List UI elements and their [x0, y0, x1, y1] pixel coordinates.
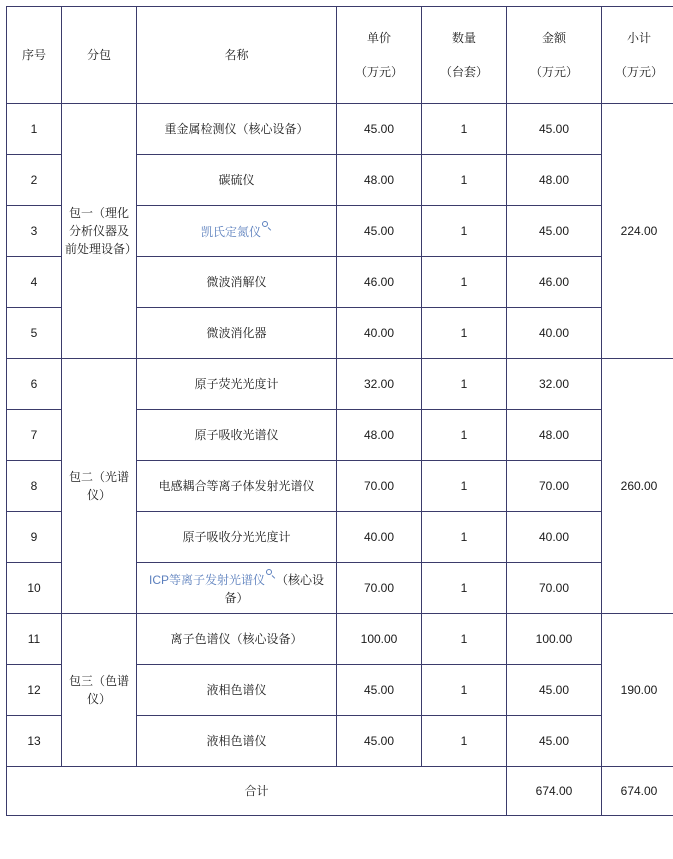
name-text: 液相色谱仪: [206, 734, 267, 748]
header-name: 名称: [137, 7, 337, 104]
header-quantity-line2: （台套）: [439, 65, 488, 79]
cell-price: 40.00: [337, 308, 422, 359]
cell-price: 70.00: [337, 461, 422, 512]
name-text: 原子吸收分光光度计: [182, 530, 291, 544]
cell-price: 100.00: [337, 614, 422, 665]
cell-amount: 46.00: [507, 257, 602, 308]
cell-price: 45.00: [337, 104, 422, 155]
total-row: [7, 767, 673, 816]
name-text: 重金属检测仪（核心设备）: [164, 122, 309, 136]
table-body: [7, 104, 673, 816]
header-quantity-line1: 数量: [451, 31, 476, 45]
header-unit-price: [337, 7, 422, 104]
cell-qty: 1: [422, 104, 507, 155]
name-text: 微波消化器: [206, 326, 267, 340]
table-row: [7, 359, 673, 410]
cell-name: [137, 155, 337, 206]
cell-amount: 70.00: [507, 461, 602, 512]
cell-amount: 45.00: [507, 104, 602, 155]
cell-amount: 100.00: [507, 614, 602, 665]
cell-qty: 1: [422, 665, 507, 716]
cell-package: 包二（光谱仪）: [62, 359, 137, 614]
cell-qty: 1: [422, 512, 507, 563]
cell-amount: 32.00: [507, 359, 602, 410]
cell-seq: 10: [7, 563, 62, 614]
cell-name: [137, 716, 337, 767]
cell-seq: 8: [7, 461, 62, 512]
cell-price: 45.00: [337, 665, 422, 716]
cell-subtotal: 224.00: [602, 104, 673, 359]
name-text: 微波消解仪: [206, 275, 267, 289]
cell-name: [137, 665, 337, 716]
search-icon[interactable]: [266, 569, 276, 579]
name-link[interactable]: ICP等离子发射光谱仪: [148, 573, 265, 587]
cell-subtotal: 190.00: [602, 614, 673, 767]
cell-amount: 48.00: [507, 155, 602, 206]
cell-qty: 1: [422, 614, 507, 665]
cell-subtotal: 260.00: [602, 359, 673, 614]
total-amount: 674.00: [507, 767, 602, 816]
cell-qty: 1: [422, 155, 507, 206]
cell-amount: 45.00: [507, 716, 602, 767]
cell-seq: 4: [7, 257, 62, 308]
header-amount-line1: 金额: [541, 31, 566, 45]
cell-name: [137, 257, 337, 308]
name-text: 原子荧光光度计: [194, 377, 279, 391]
cell-name: [137, 461, 337, 512]
cell-amount: 70.00: [507, 563, 602, 614]
header-amount: [507, 7, 602, 104]
cell-qty: 1: [422, 257, 507, 308]
cell-amount: 40.00: [507, 512, 602, 563]
header-package: 分包: [62, 7, 137, 104]
cell-amount: 45.00: [507, 206, 602, 257]
cell-price: 48.00: [337, 410, 422, 461]
cell-price: 32.00: [337, 359, 422, 410]
cell-amount: 40.00: [507, 308, 602, 359]
header-subtotal-line2: （万元）: [614, 65, 663, 79]
cell-name: [137, 104, 337, 155]
cell-qty: 1: [422, 308, 507, 359]
cell-price: 45.00: [337, 206, 422, 257]
header-seq: 序号: [7, 7, 62, 104]
total-subtotal: 674.00: [602, 767, 673, 816]
cell-price: 46.00: [337, 257, 422, 308]
procurement-table: [6, 6, 673, 816]
cell-seq: 12: [7, 665, 62, 716]
cell-seq: 9: [7, 512, 62, 563]
header-quantity: [422, 7, 507, 104]
cell-seq: 7: [7, 410, 62, 461]
cell-qty: 1: [422, 461, 507, 512]
cell-price: 40.00: [337, 512, 422, 563]
name-text: 离子色谱仪（核心设备）: [170, 632, 303, 646]
header-row: [7, 7, 673, 104]
cell-seq: 2: [7, 155, 62, 206]
cell-seq: 5: [7, 308, 62, 359]
cell-seq: 1: [7, 104, 62, 155]
cell-seq: 3: [7, 206, 62, 257]
cell-name: [137, 410, 337, 461]
cell-qty: 1: [422, 410, 507, 461]
header-amount-line2: （万元）: [529, 65, 578, 79]
cell-amount: 45.00: [507, 665, 602, 716]
cell-price: 48.00: [337, 155, 422, 206]
search-icon[interactable]: [262, 221, 272, 231]
total-label: 合计: [7, 767, 507, 816]
header-subtotal-line1: 小计: [626, 31, 651, 45]
table-row: [7, 614, 673, 665]
cell-name: [137, 512, 337, 563]
header-unit-price-line2: （万元）: [354, 65, 403, 79]
cell-seq: 11: [7, 614, 62, 665]
cell-package: 包一（理化分析仪器及前处理设备）: [62, 104, 137, 359]
cell-qty: 1: [422, 563, 507, 614]
cell-name: [137, 308, 337, 359]
name-text: 电感耦合等离子体发射光谱仪: [158, 479, 315, 493]
cell-amount: 48.00: [507, 410, 602, 461]
name-text: 液相色谱仪: [206, 683, 267, 697]
name-text: 原子吸收光谱仪: [194, 428, 279, 442]
name-text: 碳硫仪: [218, 173, 255, 187]
cell-price: 70.00: [337, 563, 422, 614]
cell-price: 45.00: [337, 716, 422, 767]
name-link[interactable]: 凯氏定氮仪: [200, 225, 261, 239]
cell-name: [137, 359, 337, 410]
table-row: [7, 104, 673, 155]
header-unit-price-line1: 单价: [366, 31, 391, 45]
header-subtotal: [602, 7, 673, 104]
cell-seq: 13: [7, 716, 62, 767]
cell-qty: 1: [422, 206, 507, 257]
cell-seq: 6: [7, 359, 62, 410]
cell-qty: 1: [422, 359, 507, 410]
table-header: [7, 7, 673, 104]
cell-name: [137, 563, 337, 614]
name-text: （核心设备）: [224, 573, 325, 605]
cell-package: 包三（色谱仪）: [62, 614, 137, 767]
cell-name: [137, 206, 337, 257]
cell-name: [137, 614, 337, 665]
cell-qty: 1: [422, 716, 507, 767]
